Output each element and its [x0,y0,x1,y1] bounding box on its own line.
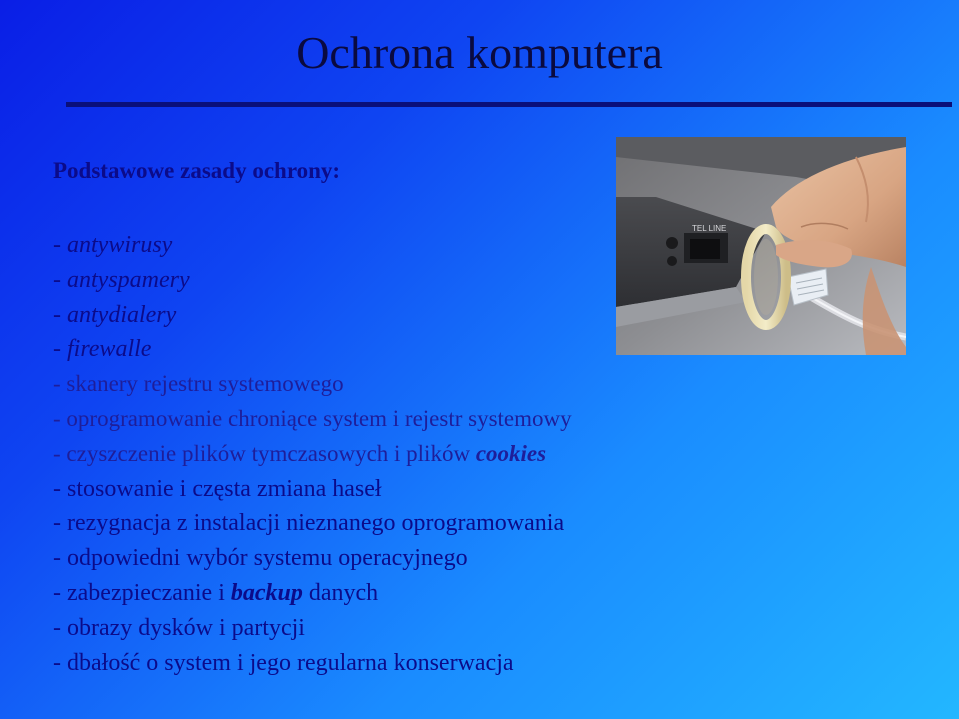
list-item: - dbałość o system i jego regularna konserwacja [53,649,514,676]
list-item-text: danych [302,579,379,606]
slide-title [0,28,959,79]
title-underline [66,102,952,107]
list-item-emphasis: backup [230,579,303,606]
list-item: - antywirusy [53,232,173,258]
audio-jack [667,256,677,266]
list-item-text: - zabezpieczanie i [53,579,231,606]
list-item: - rezygnacja z instalacji nieznanego oprogramowania [53,510,565,537]
list-item: - oprogramowanie chroniące system i rejestr systemowy [53,405,572,431]
list-item [53,437,572,472]
protection-list [53,228,572,680]
list-item: - obrazy dysków i partycji [53,614,305,641]
port-label: TEL LINE [692,224,727,233]
list-item-emphasis: cookies [475,440,547,466]
slide-title-text: Ochrona komputera [296,27,663,78]
list-item: - odpowiedni wybór systemu operacyjnego [53,545,468,572]
list-item: - firewalle [53,336,152,363]
list-item: - stosowanie i częsta zmiana haseł [53,475,382,502]
list-item-text: - czyszczenie plików tymczasowych i plików [53,440,476,466]
section-subtitle: Podstawowe zasady ochrony: [53,158,341,183]
list-item: - antydialery [53,301,177,328]
rj11-port [690,239,720,259]
laptop-port-photo [616,137,906,355]
list-item: - antyspamery [53,266,190,293]
audio-jack [666,237,678,249]
list-item: - skanery rejestru systemowego [53,371,344,397]
list-item [53,576,572,611]
